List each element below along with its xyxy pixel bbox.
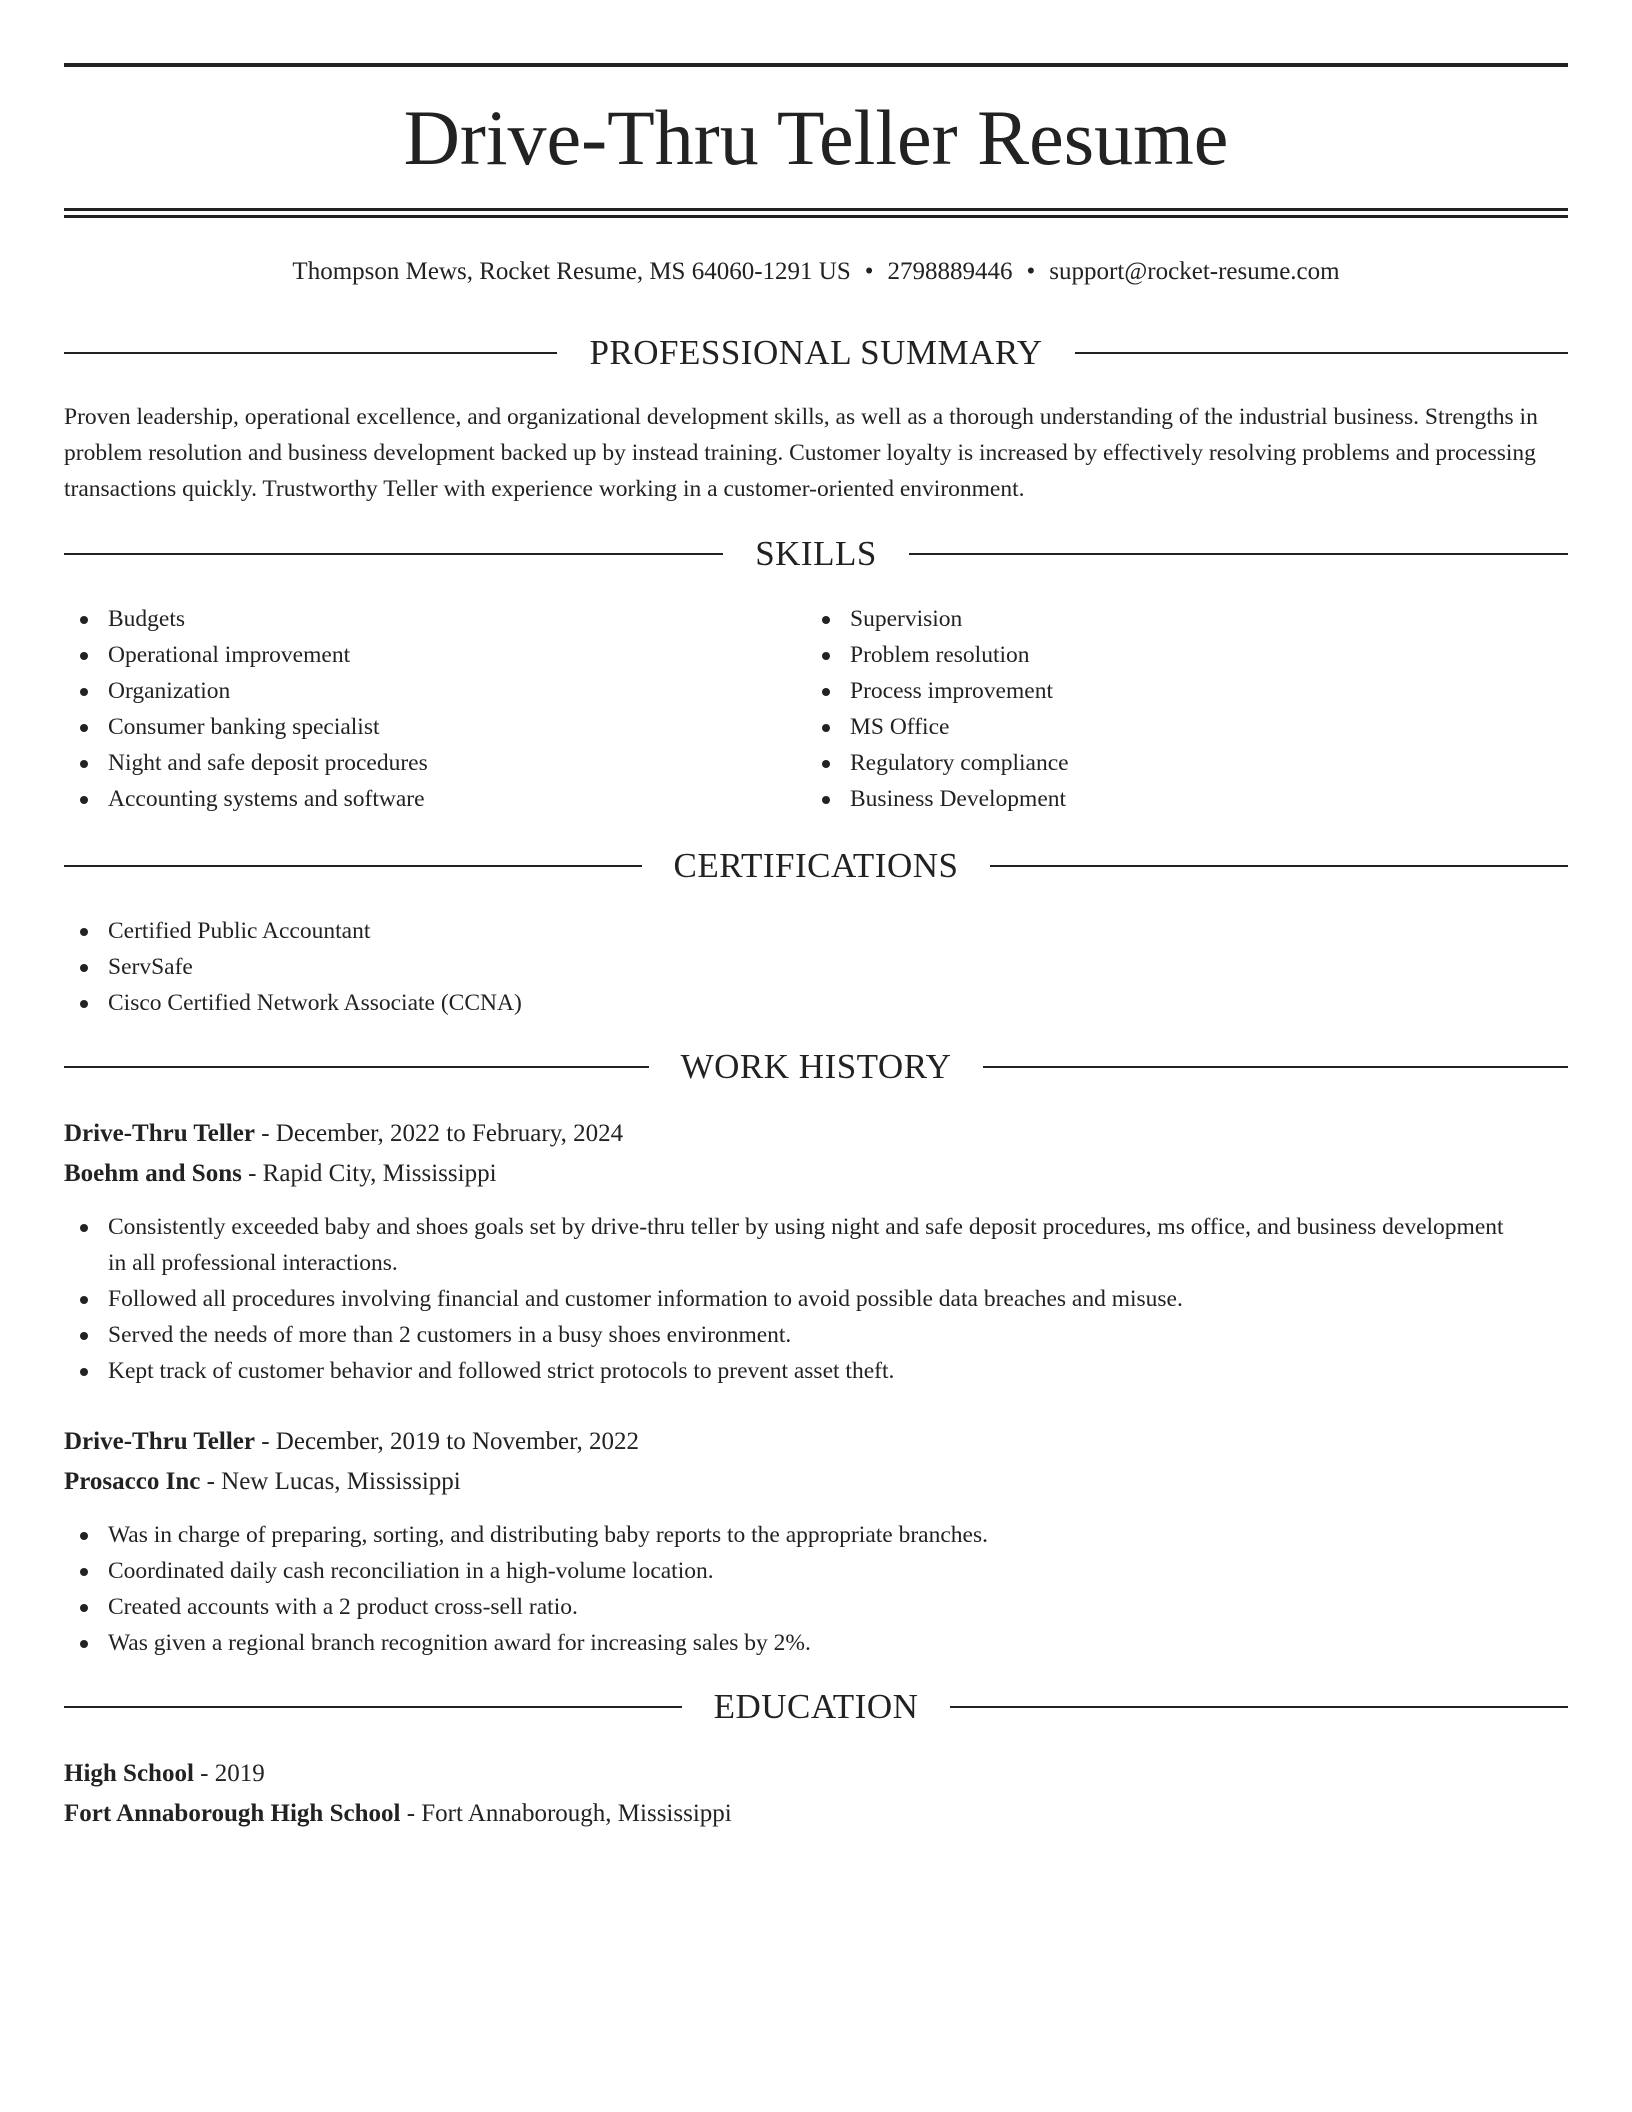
job-dates: - December, 2019 to November, 2022 — [254, 1428, 639, 1455]
contact-line — [64, 254, 1568, 290]
job-location: - New Lucas, Mississippi — [200, 1468, 461, 1495]
heading-rule-right — [983, 1066, 1568, 1068]
job-company: Prosacco Inc — [64, 1468, 201, 1495]
education-degree-line — [64, 1755, 1568, 1793]
contact-email: support@rocket-resume.com — [1049, 258, 1340, 285]
heading-rule-left — [64, 553, 723, 555]
section-heading-education — [64, 1685, 1568, 1729]
certification-item: ServSafe — [64, 949, 1568, 985]
education-school: Fort Annaborough High School — [64, 1800, 401, 1827]
contact-separator: • — [1026, 258, 1036, 285]
skill-item: Accounting systems and software — [64, 781, 804, 817]
summary-text: Proven leadership, operational excellence, and organizational development skills, as well as a thorough understanding of the industrial business. Strengths in problem resolution and business development backed up by instead training. Customer loyalty is increased by effectively resolving problems and processing transactions quickly. Trustworthy Teller with experience working in a customer-oriented environment. — [64, 404, 1538, 502]
section-heading-work-history — [64, 1045, 1568, 1089]
job-bullet: Coordinated daily cash reconciliation in a high-volume location. — [64, 1553, 1504, 1589]
skill-item: Operational improvement — [64, 637, 804, 673]
job-title: Drive-Thru Teller — [64, 1428, 255, 1455]
skill-item: Budgets — [64, 601, 804, 637]
certifications-list — [64, 913, 1568, 1021]
skill-item: Consumer banking specialist — [64, 709, 804, 745]
job-title: Drive-Thru Teller — [64, 1120, 255, 1147]
job-bullet: Was in charge of preparing, sorting, and distributing baby reports to the appropriate branches. — [64, 1517, 1504, 1553]
section-title-certifications: CERTIFICATIONS — [673, 846, 959, 885]
skill-item: Supervision — [806, 601, 1546, 637]
skill-item: Night and safe deposit procedures — [64, 745, 804, 781]
certification-item: Certified Public Accountant — [64, 913, 1568, 949]
job-bullet: Served the needs of more than 2 customers in a busy shoes environment. — [64, 1317, 1504, 1353]
job-bullet-list — [64, 1209, 1504, 1389]
section-heading-certifications — [64, 844, 1568, 888]
heading-rule-left — [64, 352, 557, 354]
skill-item: Regulatory compliance — [806, 745, 1546, 781]
skill-item: Problem resolution — [806, 637, 1546, 673]
education-degree: High School — [64, 1760, 194, 1787]
title-double-rule — [64, 208, 1568, 218]
skill-item: Organization — [64, 673, 804, 709]
job-location: - Rapid City, Mississippi — [241, 1160, 497, 1187]
skills-list-right — [806, 601, 1546, 817]
job-bullet: Followed all procedures involving financial and customer information to avoid possible data breaches and misuse. — [64, 1281, 1504, 1317]
title-top-rule — [64, 63, 1568, 67]
heading-rule-right — [1075, 352, 1568, 354]
job-company-line — [64, 1155, 1568, 1193]
section-title-skills: SKILLS — [755, 534, 877, 573]
job-dates: - December, 2022 to February, 2024 — [254, 1120, 624, 1147]
heading-rule-right — [990, 865, 1568, 867]
education-location: - Fort Annaborough, Mississippi — [400, 1800, 732, 1827]
section-heading-summary — [64, 331, 1568, 375]
job-title-line — [64, 1115, 1568, 1153]
heading-rule-left — [64, 1066, 649, 1068]
job-bullet: Kept track of customer behavior and followed strict protocols to prevent asset theft. — [64, 1353, 1504, 1389]
job-title-line — [64, 1423, 1568, 1461]
section-title-education: EDUCATION — [713, 1687, 919, 1726]
job-bullet: Created accounts with a 2 product cross-sell ratio. — [64, 1589, 1504, 1625]
education-year: - 2019 — [193, 1760, 265, 1787]
skill-item: Process improvement — [806, 673, 1546, 709]
section-title-summary: PROFESSIONAL SUMMARY — [589, 333, 1043, 372]
certification-item: Cisco Certified Network Associate (CCNA) — [64, 985, 1568, 1021]
contact-separator: • — [864, 258, 874, 285]
section-title-work-history: WORK HISTORY — [680, 1047, 952, 1086]
job-bullet-list — [64, 1517, 1504, 1661]
skills-list-left — [64, 601, 804, 817]
job-bullet: Was given a regional branch recognition award for increasing sales by 2%. — [64, 1625, 1504, 1661]
heading-rule-right — [950, 1706, 1568, 1708]
section-heading-skills — [64, 532, 1568, 576]
heading-rule-right — [909, 553, 1568, 555]
resume-title: Drive-Thru Teller Resume — [403, 94, 1229, 181]
heading-rule-left — [64, 1706, 682, 1708]
contact-address: Thompson Mews, Rocket Resume, MS 64060-1291 US — [292, 258, 851, 285]
contact-phone: 2798889446 — [887, 258, 1013, 285]
skill-item: MS Office — [806, 709, 1546, 745]
heading-rule-left — [64, 865, 642, 867]
education-school-line — [64, 1795, 1568, 1833]
skill-item: Business Development — [806, 781, 1546, 817]
job-company: Boehm and Sons — [64, 1160, 242, 1187]
job-company-line — [64, 1463, 1568, 1501]
job-bullet: Consistently exceeded baby and shoes goals set by drive-thru teller by using night and safe deposit procedures, ms office, and business development in all professional interactions. — [64, 1209, 1504, 1281]
